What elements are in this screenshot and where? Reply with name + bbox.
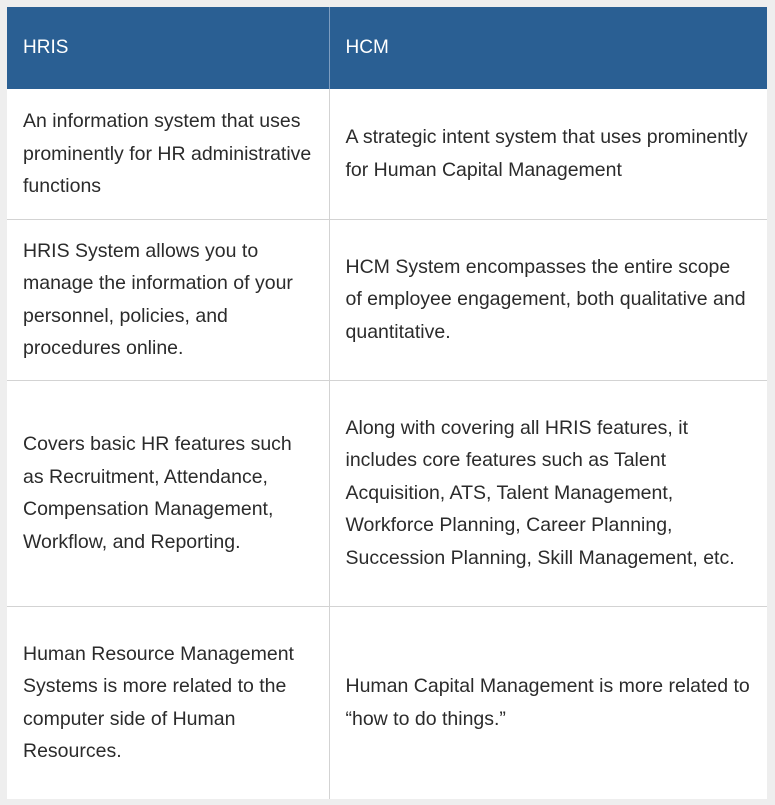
column-header-hcm: HCM bbox=[329, 7, 767, 89]
table-header bbox=[7, 7, 767, 89]
hris-cell bbox=[7, 606, 329, 799]
table-row bbox=[7, 219, 767, 380]
table-row bbox=[7, 89, 767, 219]
hris-cell-text: Human Resource Management Systems is more related to the computer side of Human Resources. bbox=[23, 642, 294, 763]
hcm-cell-text: Along with covering all HRIS features, it includes core features such as Talent Acquisition, ATS, Talent Management, Workforce Planning, Career Planning, Succession Planning, Skill Management, etc. bbox=[345, 416, 735, 569]
hris-vs-hcm-table bbox=[7, 7, 767, 799]
hris-cell-text: Covers basic HR features such as Recruitment, Attendance, Compensation Management, Workflow, and Reporting. bbox=[23, 433, 292, 553]
hcm-cell bbox=[329, 606, 767, 799]
table-row bbox=[7, 380, 767, 606]
hcm-cell bbox=[329, 219, 767, 380]
header-row bbox=[7, 7, 767, 89]
hcm-cell-text: HCM System encompasses the entire scope of employee engagement, both qualitative and quantitative. bbox=[345, 255, 746, 343]
table-row bbox=[7, 606, 767, 799]
hris-cell bbox=[7, 89, 329, 219]
hcm-cell-text: Human Capital Management is more related to “how to do things.” bbox=[345, 675, 750, 730]
hris-cell-text: An information system that uses prominently for HR administrative functions bbox=[23, 110, 312, 197]
hris-cell bbox=[7, 380, 329, 606]
hcm-cell bbox=[329, 380, 767, 606]
table-body bbox=[7, 89, 767, 799]
comparison-table-container bbox=[7, 7, 767, 799]
column-header-hris: HRIS bbox=[7, 7, 329, 89]
hris-cell-text: HRIS System allows you to manage the information of your personnel, policies, and procedures online. bbox=[23, 239, 293, 359]
hris-cell bbox=[7, 219, 329, 380]
hcm-cell-text: A strategic intent system that uses prominently for Human Capital Management bbox=[345, 126, 748, 181]
hcm-cell bbox=[329, 89, 767, 219]
